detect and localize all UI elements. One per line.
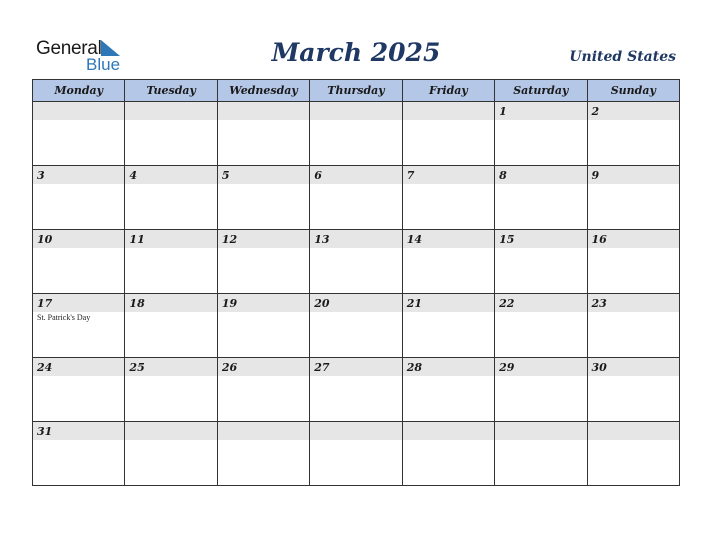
- day-number: 12: [218, 230, 309, 248]
- day-number: [403, 102, 494, 120]
- country-label: United States: [569, 49, 676, 65]
- logo-text-general: General: [36, 38, 102, 59]
- day-number: 15: [495, 230, 586, 248]
- day-cell: [495, 294, 587, 358]
- day-number: 14: [403, 230, 494, 248]
- day-number: [403, 422, 494, 440]
- day-cell: [33, 294, 125, 358]
- week-row: [33, 230, 680, 294]
- weekday-header-row: [33, 80, 680, 102]
- day-cell: [495, 358, 587, 422]
- day-number: [310, 422, 401, 440]
- day-cell: [33, 102, 125, 166]
- day-cell: [217, 358, 309, 422]
- day-cell: [125, 294, 217, 358]
- day-number: 3: [33, 166, 124, 184]
- day-number: 30: [588, 358, 679, 376]
- day-cell: [402, 102, 494, 166]
- day-number: 26: [218, 358, 309, 376]
- day-number: 29: [495, 358, 586, 376]
- day-number: 2: [588, 102, 679, 120]
- day-cell: [402, 422, 494, 486]
- day-number: [218, 102, 309, 120]
- weekday-header: Wednesday: [217, 80, 309, 102]
- day-number: 6: [310, 166, 401, 184]
- day-cell: [402, 166, 494, 230]
- day-cell: [587, 166, 679, 230]
- day-cell: [33, 358, 125, 422]
- weekday-header: Saturday: [495, 80, 587, 102]
- day-cell: [217, 102, 309, 166]
- day-number: [125, 102, 216, 120]
- day-cell: [125, 358, 217, 422]
- calendar-title: March 2025: [271, 38, 441, 67]
- day-cell: [587, 102, 679, 166]
- day-number: [33, 102, 124, 120]
- day-cell: [587, 422, 679, 486]
- day-number: 4: [125, 166, 216, 184]
- holiday-label: St. Patrick's Day: [37, 313, 91, 322]
- day-cell: [495, 102, 587, 166]
- day-cell: [217, 230, 309, 294]
- day-number: 1: [495, 102, 586, 120]
- weekday-header: Friday: [402, 80, 494, 102]
- day-cell: [402, 358, 494, 422]
- day-number: 10: [33, 230, 124, 248]
- week-row: [33, 166, 680, 230]
- day-number: [125, 422, 216, 440]
- day-cell: [310, 166, 402, 230]
- day-number: 9: [588, 166, 679, 184]
- day-cell: [33, 230, 125, 294]
- day-number: [310, 102, 401, 120]
- day-cell: [402, 230, 494, 294]
- day-number: 19: [218, 294, 309, 312]
- day-cell: [33, 422, 125, 486]
- day-number: 31: [33, 422, 124, 440]
- week-row: [33, 294, 680, 358]
- day-cell: [495, 166, 587, 230]
- calendar-grid: [32, 79, 680, 486]
- day-number: 20: [310, 294, 401, 312]
- weekday-header: Monday: [33, 80, 125, 102]
- day-number: 27: [310, 358, 401, 376]
- day-cell: [33, 166, 125, 230]
- day-cell: [495, 230, 587, 294]
- day-number: 8: [495, 166, 586, 184]
- day-cell: [125, 166, 217, 230]
- weekday-header: Thursday: [310, 80, 402, 102]
- day-cell: [587, 230, 679, 294]
- day-number: 22: [495, 294, 586, 312]
- day-number: 7: [403, 166, 494, 184]
- logo-text-blue: Blue: [86, 55, 121, 74]
- day-number: [218, 422, 309, 440]
- day-cell: [402, 294, 494, 358]
- day-cell: [587, 294, 679, 358]
- day-cell: [310, 230, 402, 294]
- day-cell: [125, 422, 217, 486]
- day-cell: [125, 102, 217, 166]
- day-number: 17: [33, 294, 124, 312]
- week-row: [33, 422, 680, 486]
- day-number: 11: [125, 230, 216, 248]
- day-number: 23: [588, 294, 679, 312]
- day-number: 13: [310, 230, 401, 248]
- week-row: [33, 358, 680, 422]
- day-cell: [310, 294, 402, 358]
- day-cell: [217, 422, 309, 486]
- day-cell: [217, 166, 309, 230]
- day-cell: [587, 358, 679, 422]
- day-cell: [495, 422, 587, 486]
- day-cell: [125, 230, 217, 294]
- day-number: [495, 422, 586, 440]
- day-cell: [310, 422, 402, 486]
- day-number: 5: [218, 166, 309, 184]
- weekday-header: Sunday: [587, 80, 679, 102]
- day-number: 25: [125, 358, 216, 376]
- weekday-header: Tuesday: [125, 80, 217, 102]
- day-number: [588, 422, 679, 440]
- day-cell: [310, 358, 402, 422]
- day-number: 16: [588, 230, 679, 248]
- day-cell: [217, 294, 309, 358]
- day-number: 28: [403, 358, 494, 376]
- day-number: 18: [125, 294, 216, 312]
- week-row: [33, 102, 680, 166]
- day-cell: [310, 102, 402, 166]
- day-number: 21: [403, 294, 494, 312]
- day-number: 24: [33, 358, 124, 376]
